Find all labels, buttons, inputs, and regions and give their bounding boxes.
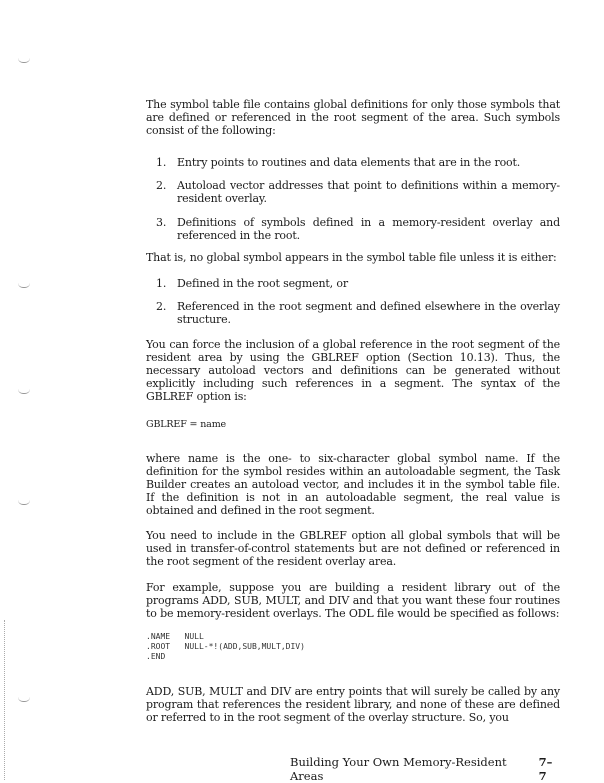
- margin-mark: [18, 389, 30, 394]
- odl-code-line: .ROOT NULL-*!(ADD,SUB,MULT,DIV): [146, 642, 305, 651]
- footer-chapter-title: Building Your Own Memory-Resident Areas: [290, 755, 507, 783]
- margin-mark: [18, 500, 30, 505]
- paragraph-need: You need to include in the GBLREF option all global symbols that will be used in transfer-of-control statements but are not defined or referenced in the root segment of the resident overlay area.: [146, 529, 560, 568]
- list-text: Autoload vector addresses that point to definitions within a memory-resident overlay.: [177, 179, 560, 205]
- list-text: Referenced in the root segment and defined elsewhere in the overlay structure.: [177, 300, 560, 326]
- gblref-syntax: GBLREF = name: [146, 419, 227, 430]
- list-text: Defined in the root segment, or: [177, 277, 348, 290]
- list-item: [146, 156, 560, 169]
- paragraph-intro: The symbol table file contains global definitions for only those symbols that are defined or referenced in the root segment of the area. Such symbols consist of the following:: [146, 98, 560, 137]
- list-number: 2.: [156, 179, 167, 192]
- list-text: Entry points to routines and data elements that are in the root.: [177, 156, 521, 169]
- page-number: 7–7: [538, 755, 553, 783]
- paragraph-example: For example, suppose you are building a resident library out of the programs ADD, SUB, MULT, and DIV and that you want these four routines to be memory-resident overlays. The ODL file would be specified as follows:: [146, 581, 560, 620]
- list-text: Definitions of symbols defined in a memory-resident overlay and referenced in the root.: [177, 216, 560, 242]
- margin-mark: [18, 697, 30, 702]
- binding-edge: [4, 620, 5, 780]
- list-number: 2.: [156, 300, 167, 313]
- margin-mark: [18, 58, 30, 63]
- page-footer: [290, 755, 560, 783]
- paragraph-closing: ADD, SUB, MULT and DIV are entry points that will surely be called by any program that references the resident library, and none of these are defined or referred to in the root segment of the overlay structure. So, you: [146, 685, 560, 724]
- list-number: 1.: [156, 156, 167, 169]
- list-item: [146, 277, 560, 290]
- margin-mark: [18, 283, 30, 288]
- list-item: [146, 216, 560, 242]
- paragraph-force: You can force the inclusion of a global reference in the root segment of the resident area by using the GBLREF option (Section 10.13). Thus, the necessary autoload vectors and definitions can be generated without explicitly including such references in a segment. The syntax of the GBLREF option is:: [146, 338, 560, 403]
- list-number: 1.: [156, 277, 167, 290]
- odl-code-line: .NAME NULL: [146, 632, 204, 641]
- odl-code-line: .END: [146, 652, 166, 661]
- list-item: [146, 300, 560, 326]
- paragraph-where: where name is the one- to six-character global symbol name. If the definition for the symbol resides within an autoloadable segment, the Task Builder creates an autoload vector, and includes it in the symbol table file. If the definition is not in an autoloadable segment, the real value is obtained and defined in the root segment.: [146, 452, 560, 517]
- list-item: [146, 179, 560, 205]
- list-number: 3.: [156, 216, 167, 229]
- paragraph-that-is: That is, no global symbol appears in the symbol table file unless it is either:: [146, 251, 557, 264]
